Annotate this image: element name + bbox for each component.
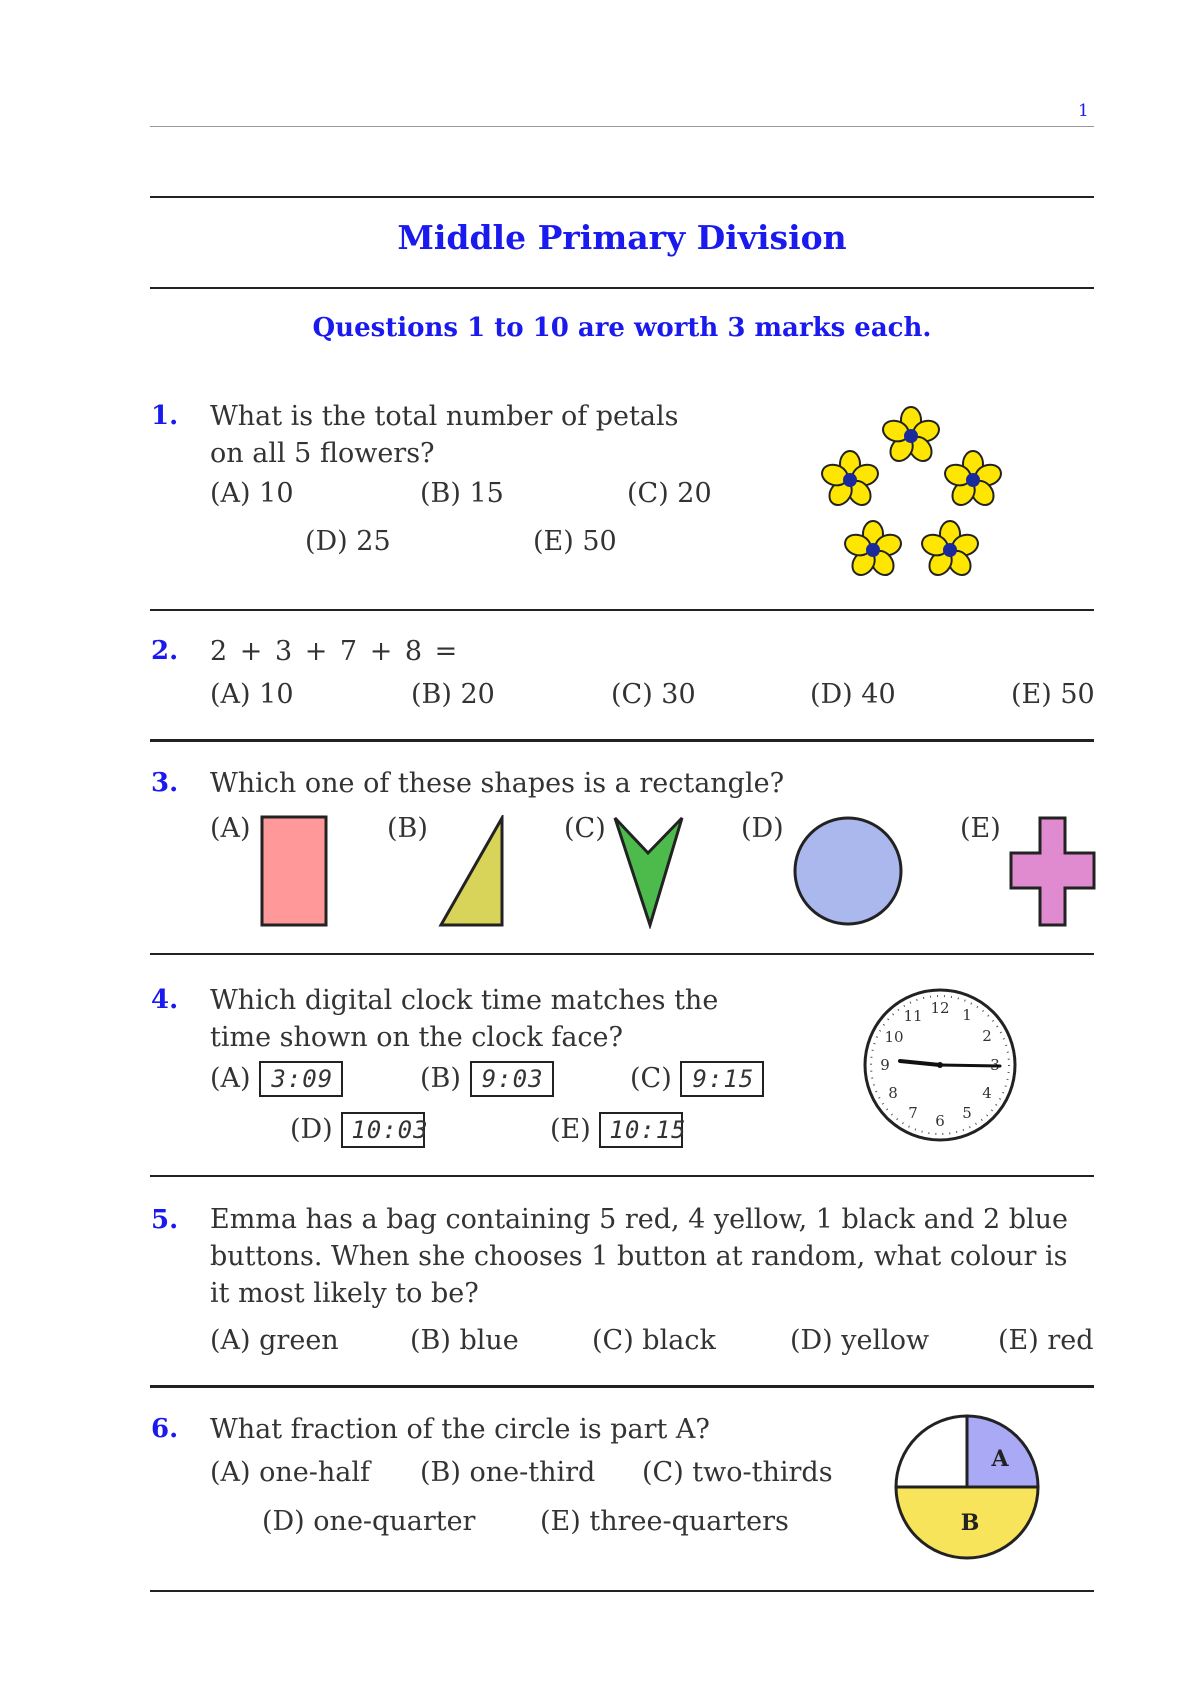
option-a[interactable]: [210, 1061, 343, 1097]
option-d[interactable]: (D): [741, 813, 784, 844]
question-number: 1.: [151, 401, 179, 431]
circle-shape[interactable]: [792, 815, 904, 929]
clock-number: 1: [962, 1006, 972, 1024]
title-top-rule: [150, 196, 1094, 198]
question-text: Which digital clock time matches the time shown on the clock face?: [210, 985, 719, 1053]
option-b[interactable]: (B) 20: [411, 679, 495, 710]
clock-number: 7: [908, 1104, 918, 1122]
option-label: (C): [630, 1063, 672, 1094]
clock-number: 10: [884, 1028, 904, 1046]
flower-icon: [819, 451, 880, 509]
option-b[interactable]: (B): [387, 813, 428, 844]
option-e[interactable]: (E) red: [998, 1325, 1094, 1356]
digital-clock: 9:03: [470, 1061, 554, 1097]
clock-number: 8: [888, 1084, 898, 1102]
question-number: 5.: [151, 1205, 179, 1235]
part-a-label: A: [991, 1446, 1009, 1472]
flower-icon: [842, 521, 903, 579]
option-d[interactable]: (D) 25: [305, 526, 391, 557]
digital-clock: 10:03: [341, 1112, 425, 1148]
option-a[interactable]: (A) green: [210, 1325, 339, 1356]
option-b[interactable]: [420, 1061, 554, 1097]
option-c[interactable]: (C) 30: [611, 679, 696, 710]
clock-number: 2: [982, 1027, 992, 1045]
minute-hand: [940, 1065, 1000, 1066]
question-text: What fraction of the circle is part A?: [210, 1414, 710, 1445]
clock-number: 11: [903, 1007, 923, 1025]
rectangle-shape[interactable]: [260, 815, 330, 929]
option-a[interactable]: (A) one-half: [210, 1457, 371, 1488]
header-rule: [150, 126, 1094, 127]
option-label: (B): [420, 1063, 461, 1094]
title-bottom-rule: [150, 287, 1094, 289]
question-text: What is the total number of petals on all 5 flowers?: [210, 401, 679, 469]
cross-shape[interactable]: [1008, 815, 1098, 929]
flower-icon: [880, 407, 941, 465]
option-e[interactable]: (E): [960, 813, 1001, 844]
option-c[interactable]: (C) two-thirds: [642, 1457, 833, 1488]
option-label: (D): [290, 1114, 333, 1145]
section-subtitle: Questions 1 to 10 are worth 3 marks each.: [312, 313, 932, 343]
clock-number: 6: [935, 1112, 945, 1130]
fraction-circle: [892, 1412, 1042, 1562]
option-e[interactable]: (E) 50: [533, 526, 617, 557]
option-d[interactable]: (D) 40: [810, 679, 896, 710]
question-divider: [150, 1175, 1094, 1177]
option-c[interactable]: (C): [564, 813, 606, 844]
clock-number: 12: [930, 999, 950, 1017]
option-c[interactable]: (C) black: [592, 1325, 716, 1356]
option-e[interactable]: [550, 1112, 687, 1148]
option-c[interactable]: [630, 1061, 764, 1097]
option-e[interactable]: (E) three-quarters: [540, 1506, 789, 1537]
digital-clock: 10:15: [599, 1112, 683, 1148]
question-number: 6.: [151, 1414, 179, 1444]
flower-icon: [919, 521, 980, 579]
page-title: Middle Primary Division: [397, 218, 847, 257]
unshaded-region: [896, 1416, 967, 1487]
question-divider: [150, 609, 1094, 611]
question-divider: [150, 1590, 1094, 1592]
option-a[interactable]: (A) 10: [210, 679, 294, 710]
question-divider: [150, 739, 1094, 742]
option-d[interactable]: (D) one-quarter: [262, 1506, 476, 1537]
page-number: 1: [1078, 101, 1089, 121]
option-label: (E): [550, 1114, 591, 1145]
question-number: 4.: [151, 985, 179, 1015]
question-text: 2 + 3 + 7 + 8 =: [210, 636, 458, 667]
option-b[interactable]: (B) 15: [420, 478, 504, 509]
question-number: 2.: [151, 636, 179, 666]
question-text: Emma has a bag containing 5 red, 4 yellow, 1 black and 2 blue buttons. When she chooses 1 button at random, what colour is it most likely to be?: [210, 1204, 1069, 1309]
triangle-shape[interactable]: [436, 815, 506, 929]
question-divider: [150, 953, 1094, 955]
option-a[interactable]: (A): [210, 813, 251, 844]
option-e[interactable]: (E) 50: [1011, 679, 1095, 710]
option-b[interactable]: (B) blue: [410, 1325, 519, 1356]
digital-clock: 9:15: [680, 1061, 764, 1097]
option-label: (A): [210, 1063, 251, 1094]
option-d[interactable]: (D) yellow: [790, 1325, 930, 1356]
question-text: Which one of these shapes is a rectangle?: [210, 768, 785, 799]
question-divider: [150, 1385, 1094, 1388]
clock-number: 4: [982, 1084, 992, 1102]
part-b-label: B: [960, 1510, 980, 1536]
clock-number: 9: [880, 1056, 890, 1074]
option-b[interactable]: (B) one-third: [420, 1457, 596, 1488]
question-number: 3.: [151, 768, 179, 798]
flowers-figure: [810, 400, 1010, 585]
flower-icon: [942, 451, 1003, 509]
analog-clock-icon: [860, 985, 1020, 1145]
option-c[interactable]: (C) 20: [627, 478, 712, 509]
arrowhead-shape[interactable]: [612, 815, 688, 929]
digital-clock: 3:09: [259, 1061, 343, 1097]
option-a[interactable]: (A) 10: [210, 478, 294, 509]
clock-number: 5: [962, 1104, 972, 1122]
option-d[interactable]: [290, 1112, 429, 1148]
